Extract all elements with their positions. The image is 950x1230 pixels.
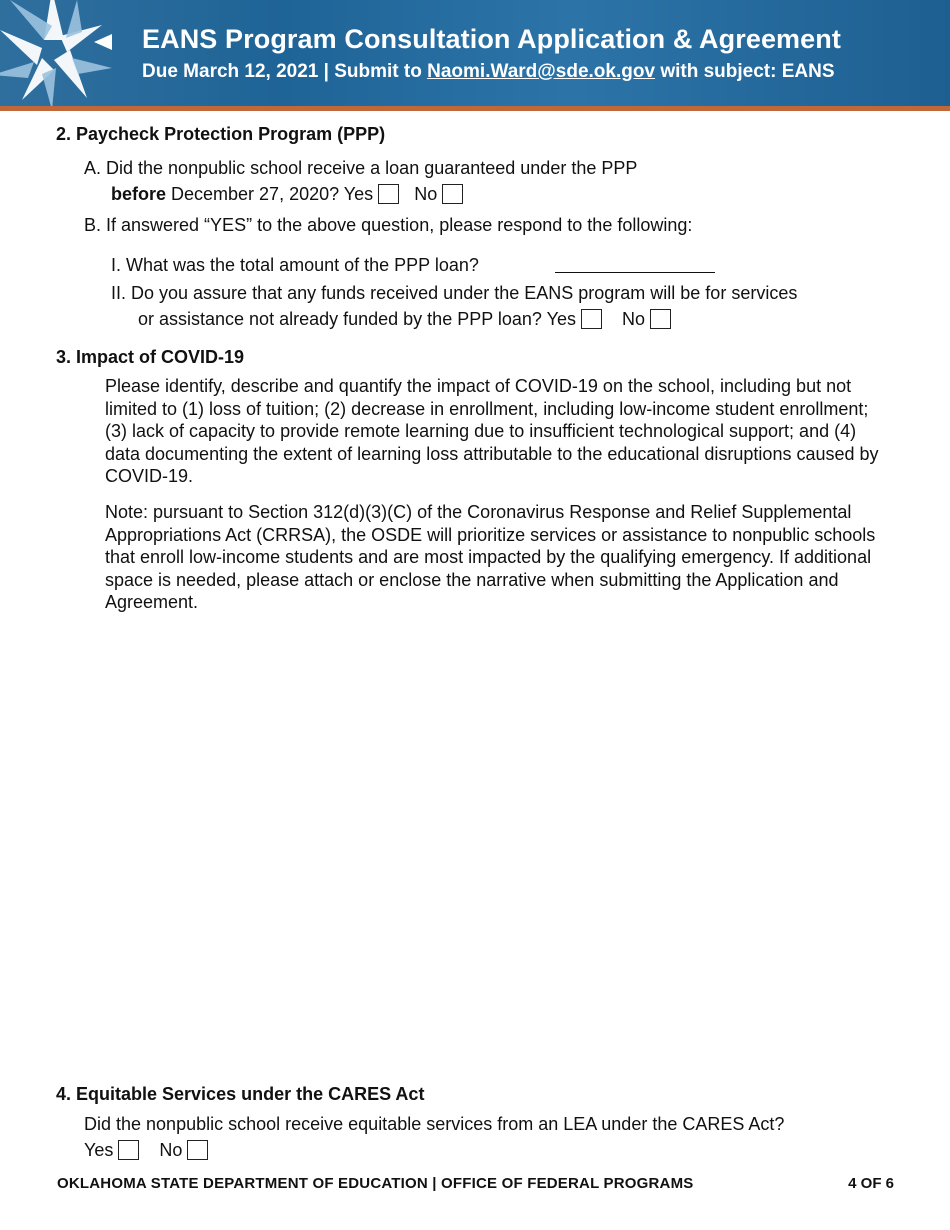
- cares-yes-checkbox[interactable]: [118, 1140, 139, 1160]
- question-a-line1: A. Did the nonpublic school receive a loan guaranteed under the PPP: [84, 158, 638, 178]
- subject-text: with subject: EANS: [655, 61, 835, 82]
- question-ii-line1: II. Do you assure that any funds received under the EANS program will be for services: [111, 283, 798, 303]
- footer-organization: OKLAHOMA STATE DEPARTMENT OF EDUCATION | OFFICE OF FEDERAL PROGRAMS: [57, 1175, 694, 1192]
- section-3-title: 3. Impact of COVID-19: [56, 347, 245, 367]
- ppp-yes-checkbox[interactable]: [378, 184, 399, 204]
- assurance-yes-checkbox[interactable]: [581, 309, 602, 329]
- header-divider: [0, 106, 950, 111]
- covid-impact-instructions: Please identify, describe and quantify the impact of COVID-19 on the school, including but not limited to (1) loss of tuition; (2) decrease in enrollment, including low-income student enrollment; (3) lack of capacity to provide remote learning due to insufficient technological support; and (4) data documenting the extent of learning loss attributable to the educational disruptions caused by COVID-19.: [105, 376, 879, 486]
- star-logo-icon: [0, 0, 142, 106]
- section-4-title: 4. Equitable Services under the CARES Act: [56, 1084, 425, 1104]
- question-ii-text: or assistance not already funded by the PPP loan? Yes: [138, 309, 576, 329]
- question-a-bold: before: [111, 184, 167, 204]
- due-date-text: Due March 12, 2021 | Submit to: [142, 61, 428, 82]
- section-2-title: 2. Paycheck Protection Program (PPP): [56, 124, 386, 144]
- question-a-line2: [111, 184, 463, 205]
- question-a-rest: December 27, 2020? Yes: [166, 184, 374, 204]
- cares-no-checkbox[interactable]: [187, 1140, 208, 1160]
- cares-no-label: No: [159, 1140, 183, 1160]
- page-number: 4 OF 6: [848, 1175, 894, 1192]
- cares-answer-row: [84, 1140, 208, 1161]
- ppp-no-label: No: [414, 184, 438, 204]
- crrsa-note: Note: pursuant to Section 312(d)(3)(C) of the Coronavirus Response and Relief Supplemental Appropriations Act (CRRSA), the OSDE will prioritize services or assistance to nonpublic schools that enroll low-income students and are most impacted by the qualifying emergency. If additional space is needed, please attach or enclose the narrative when submitting the Application and Agreement.: [105, 502, 876, 612]
- narrative-response-area[interactable]: [105, 630, 895, 1070]
- document-title: EANS Program Consultation Application & Agreement: [142, 24, 841, 54]
- cares-yes-label: Yes: [84, 1140, 114, 1160]
- cares-question: Did the nonpublic school receive equitable services from an LEA under the CARES Act?: [84, 1114, 785, 1134]
- question-ii-line2: [138, 309, 671, 330]
- header-banner: [0, 0, 950, 106]
- submit-email-link[interactable]: Naomi.Ward@sde.ok.gov: [427, 61, 656, 82]
- question-i: I. What was the total amount of the PPP loan?: [111, 255, 479, 275]
- question-b: B. If answered “YES” to the above question, please respond to the following:: [84, 215, 693, 235]
- ppp-no-checkbox[interactable]: [442, 184, 463, 204]
- ppp-loan-amount-field[interactable]: [555, 271, 715, 273]
- header-subtitle: [142, 61, 835, 83]
- assurance-no-label: No: [622, 309, 646, 329]
- assurance-no-checkbox[interactable]: [650, 309, 671, 329]
